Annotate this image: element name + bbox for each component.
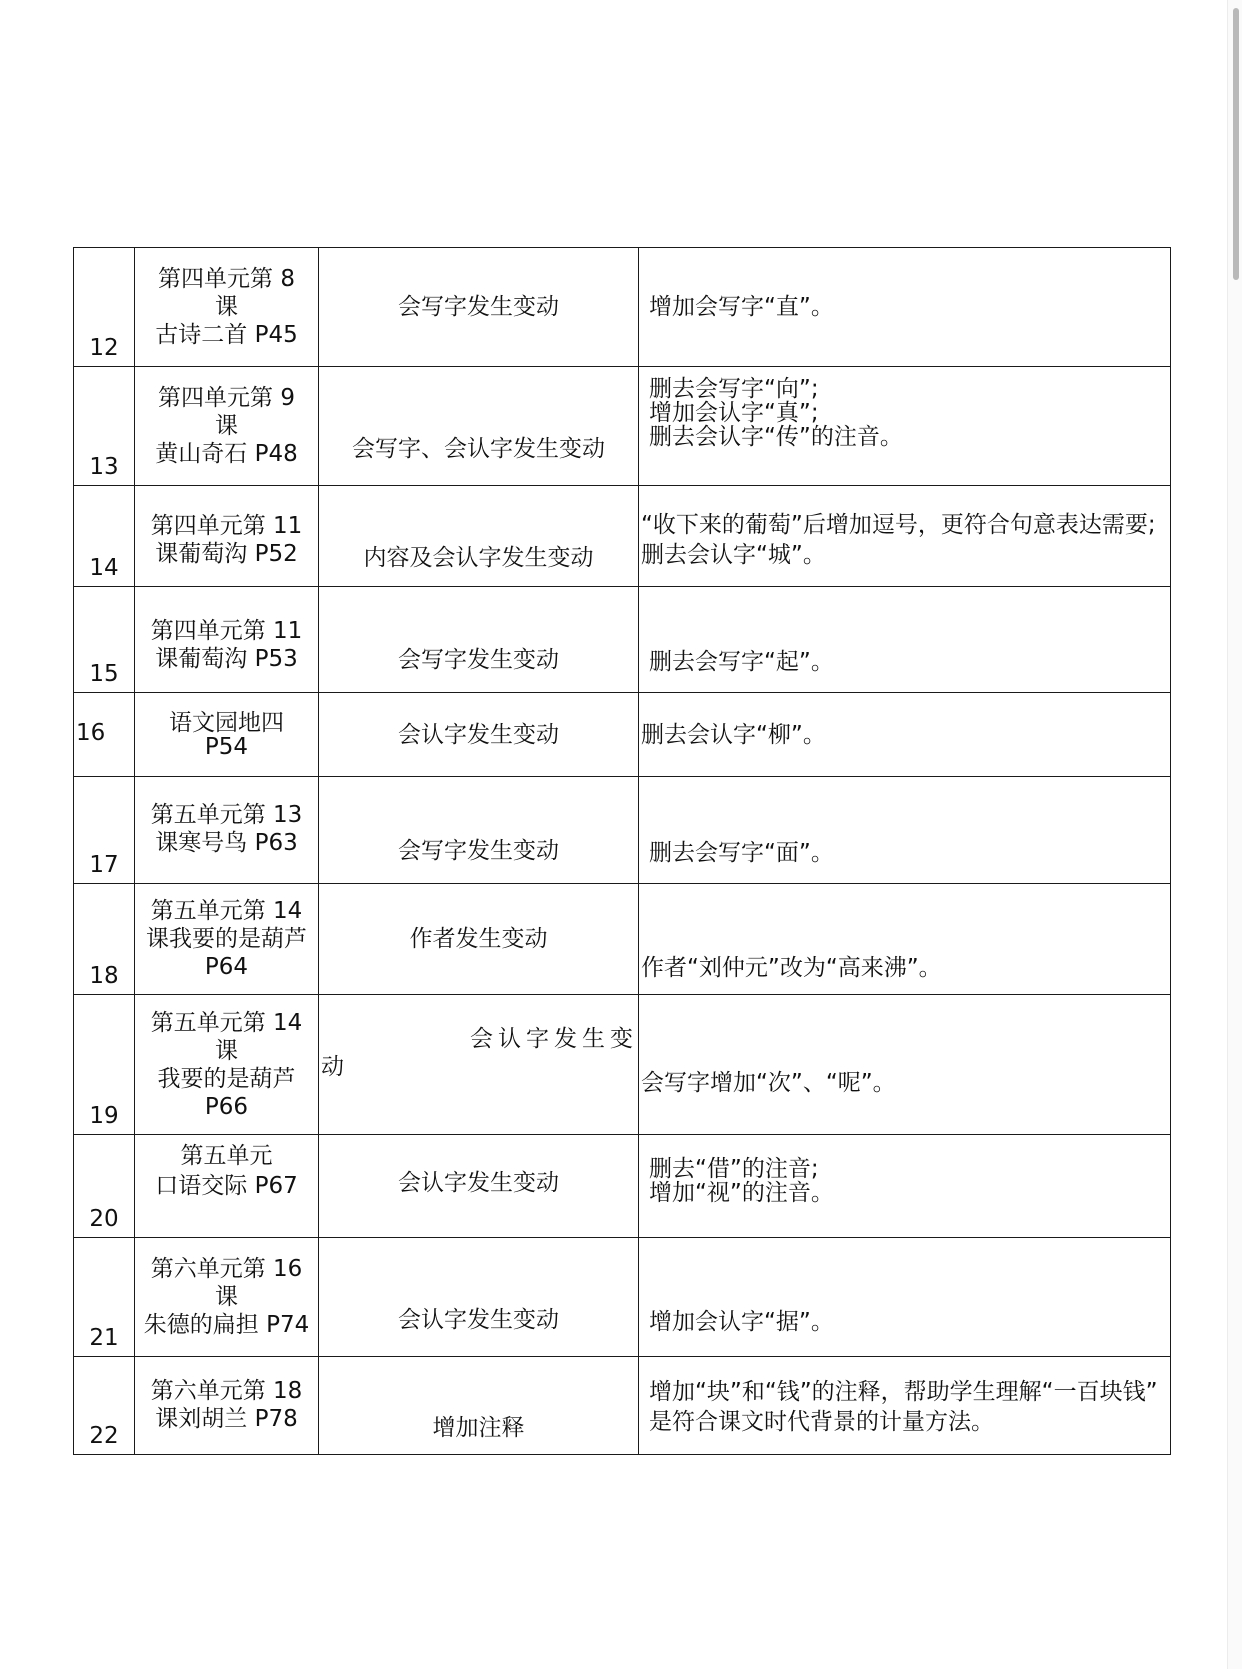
lesson-line: 朱德的扁担 P74 xyxy=(143,1312,310,1338)
table-row xyxy=(74,1135,1171,1238)
change-detail xyxy=(639,1135,1171,1238)
detail-line: 删去会认字“柳”。 xyxy=(641,721,826,748)
detail-line: 删去会写字“向”; xyxy=(649,376,819,402)
detail-line: 增加“块”和“钱”的注释，帮助学生理解“一百块钱” xyxy=(649,1379,1158,1405)
detail-line: 会写字增加“次”、“呢”。 xyxy=(641,1070,896,1096)
row-number: 15 xyxy=(74,587,135,693)
table-row xyxy=(74,777,1171,884)
row-number: 19 xyxy=(74,995,135,1135)
table-row xyxy=(74,693,1171,777)
lesson-line: 第五单元第 14 xyxy=(150,1009,303,1036)
detail-line: 增加会认字“据”。 xyxy=(649,1309,834,1335)
detail-line: 作者“刘仲元”改为“高来沸”。 xyxy=(641,955,942,981)
lesson-line: 课葡萄沟 P52 xyxy=(155,541,298,567)
detail-line: “收下来的葡萄”后增加逗号，更符合句意表达需要; xyxy=(641,512,1156,538)
lesson-cell xyxy=(135,248,319,367)
lesson-line: 课 xyxy=(215,1284,238,1310)
detail-line: 是符合课文时代背景的计量方法。 xyxy=(649,1409,994,1435)
lesson-line: 口语交际 P67 xyxy=(155,1173,298,1199)
change-detail xyxy=(639,777,1171,884)
row-number: 20 xyxy=(74,1135,135,1238)
table-row xyxy=(74,367,1171,486)
change-type: 会写字发生变动 xyxy=(319,777,639,884)
lesson-cell xyxy=(135,777,319,884)
change-detail xyxy=(639,1238,1171,1357)
lesson-cell xyxy=(135,1357,319,1455)
detail-line: 删去“借”的注音; xyxy=(649,1156,819,1182)
lesson-cell xyxy=(135,995,319,1135)
scrollbar-thumb[interactable] xyxy=(1233,8,1239,280)
row-number: 13 xyxy=(74,367,135,486)
change-type-line: 动 xyxy=(321,1054,344,1080)
lesson-line: 第四单元第 11 xyxy=(150,513,303,539)
change-detail xyxy=(639,1357,1171,1455)
lesson-cell xyxy=(135,1238,319,1357)
vertical-scrollbar[interactable] xyxy=(1227,0,1242,1669)
lesson-line: 语文园地四 xyxy=(169,709,284,736)
change-type: 会写字、会认字发生变动 xyxy=(319,367,639,486)
change-type: 会认字发生变动 xyxy=(319,1238,639,1357)
lesson-line: 第四单元第 9 xyxy=(158,385,295,411)
detail-line: 增加会认字“真”; xyxy=(649,400,819,426)
table-row xyxy=(74,248,1171,367)
change-type-line: 会认字发生变 xyxy=(470,1026,638,1052)
table-row xyxy=(74,587,1171,693)
change-detail xyxy=(639,587,1171,693)
change-type: 会认字发生变动 xyxy=(319,693,639,777)
lesson-line: 课寒号鸟 P63 xyxy=(155,830,298,856)
lesson-cell xyxy=(135,367,319,486)
change-type: 增加注释 xyxy=(319,1357,639,1455)
row-number: 18 xyxy=(74,884,135,995)
change-type: 作者发生变动 xyxy=(319,884,639,995)
lesson-line: 课刘胡兰 P78 xyxy=(155,1406,298,1432)
change-type: 会认字发生变动 xyxy=(319,1135,639,1238)
lesson-line: 第六单元第 18 xyxy=(150,1378,303,1404)
table-row xyxy=(74,486,1171,587)
row-number: 17 xyxy=(74,777,135,884)
change-type: 会写字发生变动 xyxy=(319,587,639,693)
lesson-line: 课葡萄沟 P53 xyxy=(155,646,298,672)
change-type xyxy=(319,995,639,1135)
lesson-line: P64 xyxy=(204,954,249,980)
lesson-cell xyxy=(135,884,319,995)
table-row xyxy=(74,1357,1171,1455)
change-type: 会写字发生变动 xyxy=(319,248,639,367)
lesson-cell xyxy=(135,693,319,777)
lesson-line: 课我要的是葫芦 xyxy=(146,926,307,952)
lesson-line: 第五单元第 13 xyxy=(150,802,303,828)
lesson-cell xyxy=(135,1135,319,1238)
change-detail xyxy=(639,486,1171,587)
table-row xyxy=(74,884,1171,995)
lesson-cell xyxy=(135,587,319,693)
change-type: 内容及会认字发生变动 xyxy=(319,486,639,587)
lesson-line: P66 xyxy=(204,1093,249,1120)
change-detail xyxy=(639,693,1171,777)
row-number: 22 xyxy=(74,1357,135,1455)
detail-line: 删去会认字“传”的注音。 xyxy=(649,424,903,450)
lesson-line: 第四单元第 11 xyxy=(150,618,303,644)
change-detail xyxy=(639,367,1171,486)
detail-line: 增加“视”的注音。 xyxy=(649,1180,834,1206)
change-detail xyxy=(639,248,1171,367)
detail-line: 删去会写字“起”。 xyxy=(649,649,834,675)
lesson-line: P54 xyxy=(204,733,249,760)
lesson-line: 黄山奇石 P48 xyxy=(155,441,298,467)
change-detail xyxy=(639,995,1171,1135)
change-detail xyxy=(639,884,1171,995)
lesson-line: 课 xyxy=(215,1037,238,1064)
lesson-line: 第五单元第 14 xyxy=(150,898,303,924)
lesson-line: 课 xyxy=(215,413,238,439)
detail-line: 增加会写字“直”。 xyxy=(649,294,834,320)
lesson-line: 我要的是葫芦 xyxy=(157,1065,296,1092)
table-row xyxy=(74,1238,1171,1357)
lesson-line: 古诗二首 P45 xyxy=(155,322,298,348)
detail-line: 删去会写字“面”。 xyxy=(649,840,834,866)
detail-line: 删去会认字“城”。 xyxy=(641,542,826,568)
lesson-cell xyxy=(135,486,319,587)
row-number: 12 xyxy=(74,248,135,367)
row-number: 16 xyxy=(74,693,135,777)
table-row xyxy=(74,995,1171,1135)
lesson-line: 课 xyxy=(215,294,238,320)
lesson-line: 第五单元 xyxy=(180,1143,273,1169)
row-number: 14 xyxy=(74,486,135,587)
lesson-line: 第六单元第 16 xyxy=(150,1256,303,1282)
lesson-line: 第四单元第 8 xyxy=(158,266,295,292)
revision-table xyxy=(73,247,1171,1455)
row-number: 21 xyxy=(74,1238,135,1357)
